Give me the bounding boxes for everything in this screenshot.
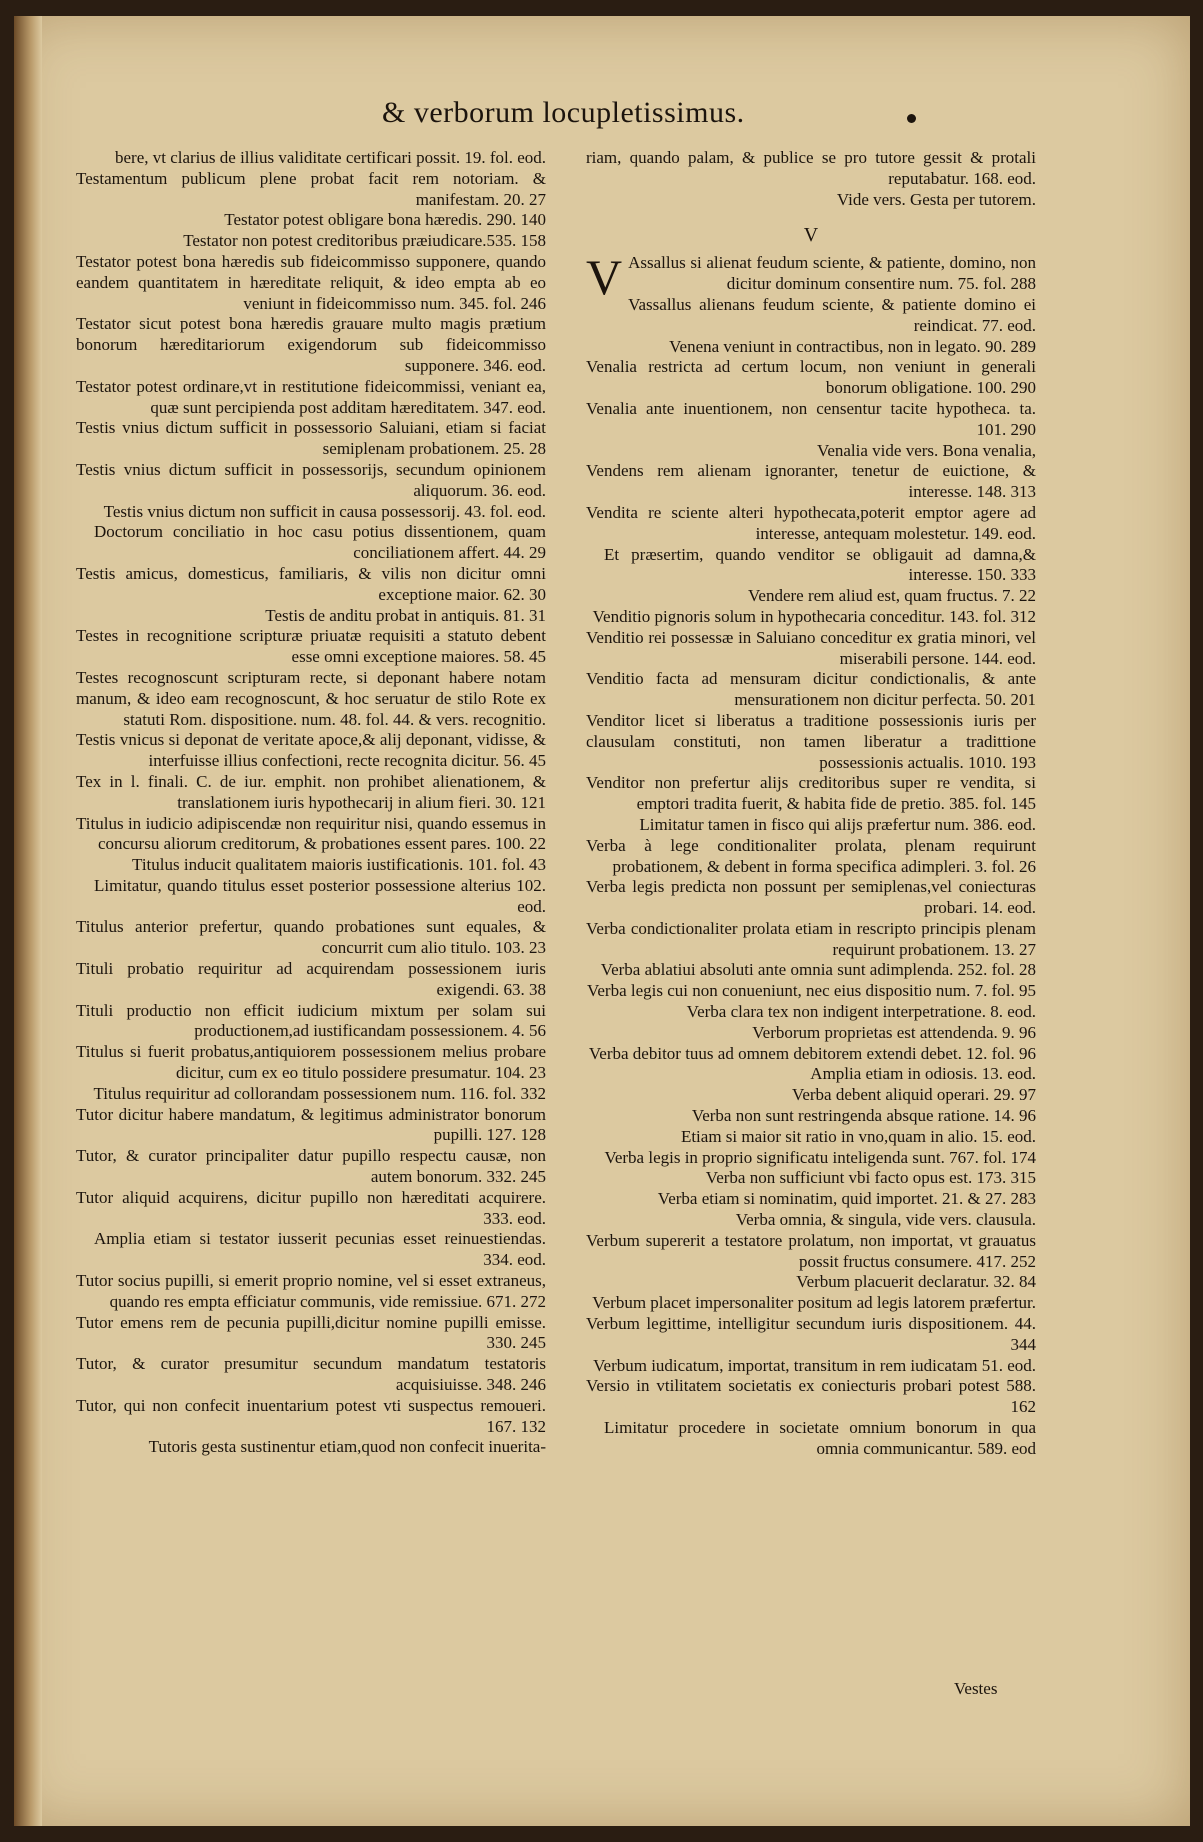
index-entry: Testis amicus, domesticus, familiaris, & vilis non dicitur omni exceptione maior. 62. 30: [76, 563, 546, 604]
index-entry: Tituli productio non efficit iudicium mixtum per solam sui productionem,ad iustificandam possessionem. 4. 56: [76, 1000, 546, 1041]
index-entry: Verba legis cui non conueniunt, nec eius dispositio num. 7. fol. 95: [586, 981, 1036, 1001]
index-entry: Verbum placuerit declaratur. 32. 84: [796, 1272, 1036, 1292]
initial-capital: V: [586, 249, 623, 306]
index-entry: Testator potest obligare bona hæredis. 290. 140: [224, 210, 546, 230]
index-entry: Verba à lege conditionaliter prolata, plenam requirunt probationem, & debent in forma specifica adimpleri. 3. fol. 26: [586, 835, 1036, 876]
index-entry: Venditio facta ad mensuram dicitur condictionalis, & ante mensurationem non dicitur perfecta. 50. 201: [586, 669, 1036, 710]
index-entry: Vendita re sciente alteri hypothecata,poterit emptor agere ad interesse, antequam molestetur. 149. eod.: [586, 502, 1036, 543]
binding-gutter: [14, 16, 42, 1826]
index-entry: Venditio rei possessæ in Saluiano conceditur ex gratia minori, vel miserabili persone. 144. eod.: [586, 627, 1036, 668]
index-entry: Testis de anditu probat in antiquis. 81. 31: [265, 605, 546, 625]
continuation-line: Vide vers. Gesta per tutorem.: [836, 189, 1036, 209]
index-entry: Verba legis in proprio significatu inteligenda sunt. 767. fol. 174: [604, 1147, 1036, 1167]
index-entry: Vassallus alienans feudum sciente, & patiente domino ei reindicat. 77. eod.: [628, 294, 1036, 335]
index-entry: Venalia vide vers. Bona venalia,: [816, 440, 1036, 460]
index-entry: Tutor, & curator presumitur secundum mandatum testatoris acquisiuisse. 348. 246: [76, 1354, 546, 1395]
index-entry: Titulus in iudicio adipiscendæ non requiritur nisi, quando essemus in concursu aliorum creditorum, & probationes essent pares. 100. 22: [76, 813, 546, 854]
index-entry: Titulus requiritur ad collorandam possessionem num. 116. fol. 332: [93, 1083, 546, 1103]
index-entry: Titulus si fuerit probatus,antiquiorem possessionem melius probare dicitur, cum ex eo titulo possidere presumatur. 104. 23: [76, 1042, 546, 1083]
index-entry: Venditor licet si liberatus a traditione possessionis iuris per clausulam constituti, non tamen liberatur a tradittione possessionis actualis. 1010. 193: [586, 710, 1036, 772]
index-entry: Amplia etiam si testator iusserit pecunias esset reinuestiendas. 334. eod.: [94, 1229, 546, 1270]
index-entry: Venena veniunt in contractibus, non in legato. 90. 289: [669, 336, 1036, 356]
index-entry: Verba debent aliquid operari. 29. 97: [791, 1085, 1036, 1105]
index-entry: Verbum placet impersonaliter positum ad legis latorem præfertur.: [592, 1293, 1036, 1313]
index-entry: Verba legis predicta non possunt per semiplenas,vel coniecturas probari. 14. eod.: [586, 877, 1036, 918]
index-entry: Verborum proprietas est attendenda. 9. 96: [752, 1022, 1036, 1042]
index-entry: Testator non potest creditoribus præiudicare.535. 158: [183, 231, 546, 251]
index-entry: Tex in l. finali. C. de iur. emphit. non prohibet alienationem, & translationem iuris hypothecarij in alium fieri. 30. 121: [76, 771, 546, 812]
index-entry: Tutoris gesta sustinentur etiam,quod non confecit inuerita-: [148, 1437, 546, 1457]
section-v-entries: [586, 249, 1036, 1459]
index-entry: Venditio pignoris solum in hypothecaria conceditur. 143. fol. 312: [592, 606, 1036, 626]
index-entry: Tutor, qui non confecit inuentarium potest vti suspectus remoueri. 167. 132: [76, 1395, 546, 1436]
index-entry: Testis vnius dictum sufficit in possessorio Saluiani, etiam si faciat semiplenam probationem. 25. 28: [76, 418, 546, 459]
index-entry: Vendere rem aliud est, quam fructus. 7. 22: [748, 586, 1036, 606]
index-entry: Verba non sufficiunt vbi facto opus est. 173. 315: [705, 1168, 1036, 1188]
index-entry: Testis vnius dictum non sufficit in causa possessorij. 43. fol. eod.: [103, 501, 546, 521]
index-entry: Testes recognoscunt scripturam recte, si deponant habere notam manum, & ideo eam recognoscunt, & hoc seruatur de stilo Rote ex statuti Rom. dispositione. num. 48. fol. 44. & vers. recognitio.: [76, 667, 546, 729]
index-entry: Limitatur, quando titulus esset posterior possessione alterius 102. eod.: [94, 875, 546, 916]
index-entry: Tutor aliquid acquirens, dicitur pupillo non hæreditati acquirere. 333. eod.: [76, 1187, 546, 1228]
index-entry: Verba condictionaliter prolata etiam in rescripto principis plenam requirunt probationem. 13. 27: [586, 918, 1036, 959]
section-heading-v: V: [803, 224, 819, 247]
index-entry: Tutor emens rem de pecunia pupilli,dicitur nomine pupilli emisse. 330. 245: [76, 1312, 546, 1353]
index-entry: Verba non sunt restringenda absque ratione. 14. 96: [691, 1106, 1036, 1126]
index-entry: Venalia restricta ad certum locum, non veniunt in generali bonorum obligatione. 100. 290: [586, 357, 1036, 398]
index-entry: Testator sicut potest bona hæredis grauare multo magis prætium bonorum hæreditariorum exigendorum sub fideicommisso supponere. 346. eod.: [76, 314, 546, 375]
index-entry: Doctorum conciliatio in hoc casu potius dissentionem, quam conciliationem affert. 44. 29: [94, 522, 546, 563]
index-entry: Tituli probatio requiritur ad acquirendam possessionem iuris exigendi. 63. 38: [76, 959, 546, 999]
index-entry: Titulus anterior prefertur, quando probationes sunt equales, & concurrit cum alio titulo. 103. 23: [76, 917, 546, 958]
index-entry: bere, vt clarius de illius validitate certificari possit. 19. fol. eod.: [114, 148, 546, 167]
index-entry: Tutor socius pupilli, si emerit proprio nomine, vel si esset extraneus, quando res empta efficiatur communis, vide remissiue. 671. 272: [76, 1271, 546, 1311]
index-entry: Testes in recognitione scripturæ priuatæ requisiti a statuto debent esse omni exceptione maiores. 58. 45: [76, 626, 546, 667]
index-column-left: [76, 148, 546, 1458]
index-entry: Testamentum publicum plene probat facit rem notoriam. & manifestam. 20. 27: [76, 168, 546, 209]
index-entry: Venditor non prefertur alijs creditoribus super re vendita, si emptori tradita fuerit, & habita fide de pretio. 385. fol. 145: [586, 773, 1036, 814]
index-entry: Verba debitor tuus ad omnem debitorem extendi debet. 12. fol. 96: [588, 1043, 1036, 1063]
index-entry: Titulus inducit qualitatem maioris iustificationis. 101. fol. 43: [132, 855, 546, 875]
page-header: & verborum locupletissimus.: [382, 96, 745, 129]
index-entry: Venalia ante inuentionem, non censentur tacite hypotheca. ta. 101. 290: [586, 398, 1036, 439]
continuation-block: [586, 148, 1036, 210]
index-entry: Verba ablatiui absoluti ante omnia sunt adimplenda. 252. fol. 28: [600, 960, 1036, 980]
index-entry: Limitatur tamen in fisco qui alijs præfertur num. 386. eod.: [639, 814, 1036, 834]
index-entry: Versio in vtilitatem societatis ex coniecturis probari potest 588. 162: [586, 1376, 1036, 1417]
index-entry: Verbum legittime, intelligitur secundum iuris dispositionem. 44. 344: [586, 1314, 1036, 1354]
index-entry: Amplia etiam in odiosis. 13. eod.: [810, 1064, 1036, 1084]
index-column-right: [586, 148, 1036, 1460]
entry-text: Assallus si alienat feudum sciente, & patiente, domino, non dicitur dominum consentire num. 75. fol. 288: [628, 253, 1036, 294]
index-entry: Testis vnicus si deponat de veritate apoce,& alij deponant, vidisse, & interfuisse illius confectioni, recte recognita dicitur. 56. 45: [76, 730, 546, 771]
index-entry: Verba clara tex non indigent interpetratione. 8. eod.: [686, 1002, 1036, 1022]
index-entry: [586, 249, 1036, 306]
header-ornament-dot: [907, 114, 916, 123]
index-entry: Et præsertim, quando venditor se obligauit ad damna,& interesse. 150. 333: [604, 544, 1036, 585]
index-entry: Verba omnia, & singula, vide vers. clausula.: [735, 1210, 1036, 1230]
book-page: [14, 16, 1190, 1826]
index-entry: Limitatur procedere in societate omnium bonorum in qua omnia communicantur. 589. eod: [604, 1418, 1036, 1458]
index-entry: Verbum iudicatum, importat, transitum in rem iudicatam 51. eod.: [593, 1355, 1036, 1375]
index-entry: Verbum supererit a testatore prolatum, non importat, vt grauatus possit fructus consumere. 417. 252: [586, 1230, 1036, 1271]
index-entry: Testator potest bona hæredis sub fideicommisso supponere, quando eandem quantitatem in hæreditate reliquit, & ideo empta ab eo veniunt in fideicommisso num. 345. fol. 246: [76, 251, 546, 313]
index-entry: Etiam si maior sit ratio in vno,quam in alio. 15. eod.: [680, 1126, 1036, 1146]
index-entry: Vendens rem alienam ignoranter, tenetur de euictione, & interesse. 148. 313: [586, 461, 1036, 502]
index-entry: Testator potest ordinare,vt in restitutione fideicommissi, veniant ea, quæ sunt percipienda post additam hæreditatem. 347. eod.: [76, 376, 546, 417]
index-entry: Testis vnius dictum sufficit in possessorijs, secundum opinionem aliquorum. 36. eod.: [76, 459, 546, 500]
continuation-line: riam, quando palam, & publice se pro tutore gessit & protali reputabatur. 168. eod.: [586, 148, 1036, 188]
index-entry: Verba etiam si nominatim, quid importet. 21. & 27. 283: [657, 1189, 1036, 1209]
index-entry: Tutor dicitur habere mandatum, & legitimus administrator bonorum pupilli. 127. 128: [76, 1104, 546, 1145]
catchword: Vestes: [954, 1679, 998, 1698]
index-entry: Tutor, & curator principaliter datur pupillo respectu causæ, non autem bonorum. 332. 245: [76, 1146, 546, 1187]
